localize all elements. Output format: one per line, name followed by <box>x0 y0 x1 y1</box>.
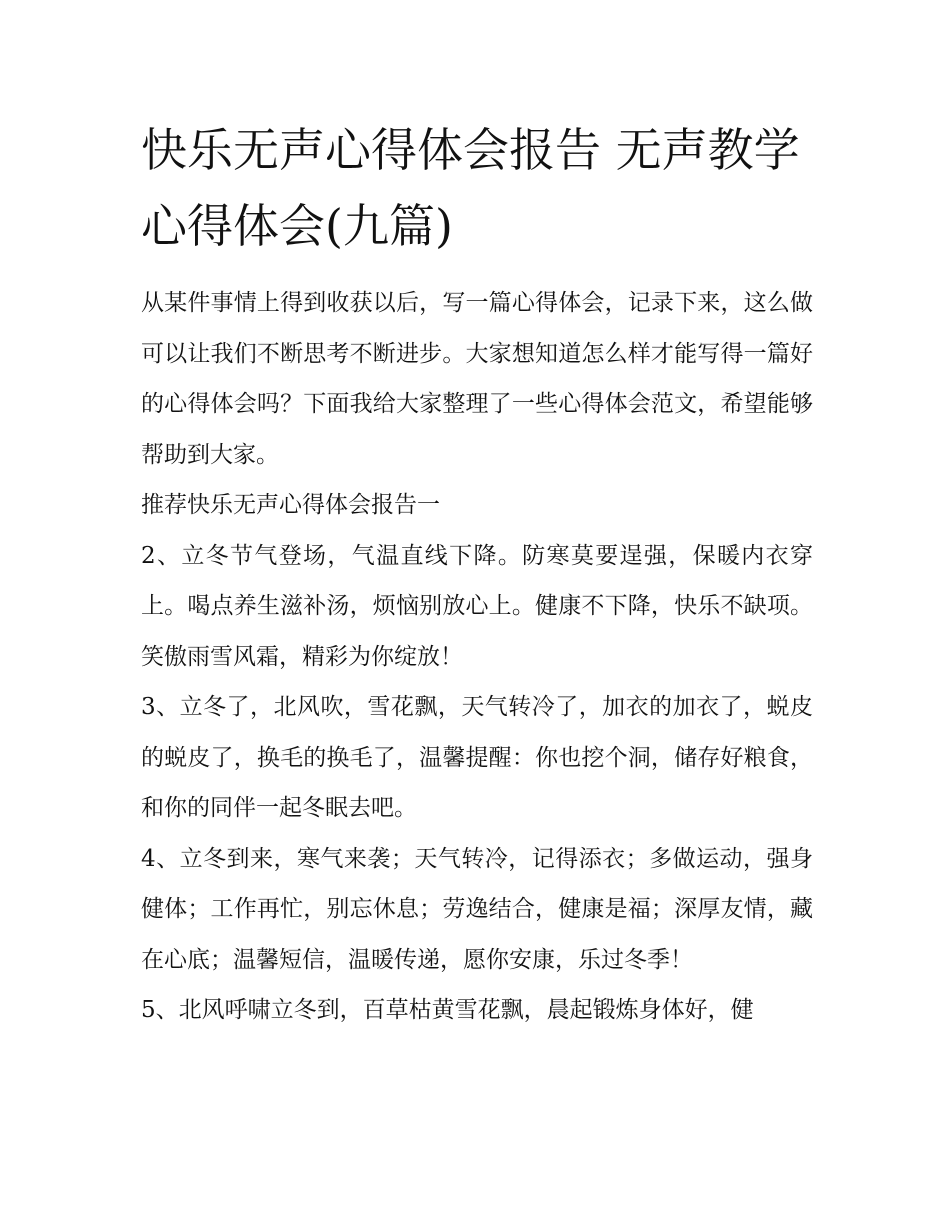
document-body <box>141 278 813 1036</box>
section-heading: 推荐快乐无声心得体会报告一 <box>141 492 440 518</box>
list-item-5: 5、北风呼啸立冬到，百草枯黄雪花飘，晨起锻炼身体好，健 <box>141 997 754 1023</box>
document-content <box>141 112 813 1036</box>
list-item-3: 3、立冬了，北风吹，雪花飘，天气转冷了，加衣的加衣了，蜕皮的蜕皮了，换毛的换毛了，温馨提醒：你也挖个洞，储存好粮食，和你的同伴一起冬眠去吧。 <box>141 694 813 821</box>
list-item-4: 4、立冬到来，寒气来袭；天气转冷，记得添衣；多做运动，强身健体；工作再忙，别忘休息；劳逸结合，健康是福；深厚友情，藏在心底；温馨短信，温暖传递，愿你安康，乐过冬季！ <box>141 845 813 973</box>
document-title: 快乐无声心得体会报告 无声教学心得体会(九篇) <box>141 123 800 253</box>
list-item-2: 2、立冬节气登场，气温直线下降。防寒莫要逞强，保暖内衣穿上。喝点养生滋补汤，烦恼别放心上。健康不下降，快乐不缺项。笑傲雨雪风霜，精彩为你绽放！ <box>141 542 813 670</box>
intro-paragraph: 从某件事情上得到收获以后，写一篇心得体会，记录下来，这么做可以让我们不断思考不断进步。大家想知道怎么样才能写得一篇好的心得体会吗？下面我给大家整理了一些心得体会范文，希望能够帮助到大家。 <box>141 290 813 468</box>
